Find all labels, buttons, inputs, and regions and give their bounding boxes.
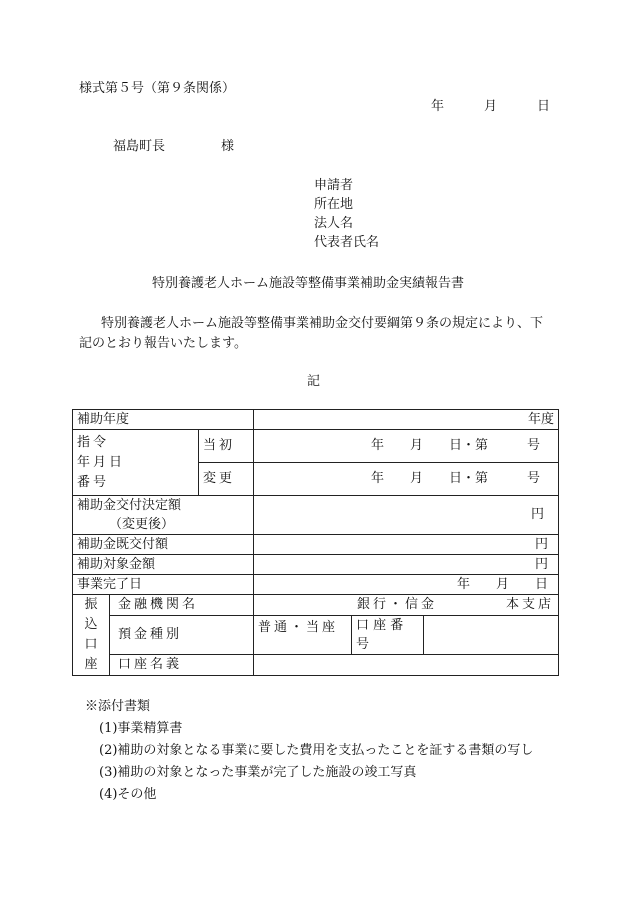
account-name-field[interactable]	[254, 655, 559, 676]
date-day-label: 日	[537, 99, 551, 114]
branch-text: 本支店	[506, 596, 555, 612]
transfer-label-char-2: 込	[84, 617, 98, 632]
account-number-label-line-1: 口 座 番	[356, 617, 404, 633]
target-amount-label: 補助対象金額	[73, 555, 254, 575]
deposit-type-field[interactable]: 普通・当座	[254, 615, 352, 655]
row-directive-initial	[73, 430, 559, 463]
grant-decision-label	[73, 496, 254, 535]
change-date-number-field[interactable]: 年 月 日・第 号	[254, 463, 559, 496]
attachment-item: (1)事業精算書	[99, 721, 183, 736]
ki-heading: 記	[307, 374, 321, 389]
already-paid-label: 補助金既交付額	[73, 535, 254, 555]
bank-type-text: 銀行・信金	[357, 596, 438, 612]
representative-name-label: 代表者氏名	[314, 235, 380, 250]
transfer-label-char-4: 座	[84, 657, 98, 672]
account-number-label	[352, 615, 424, 655]
bank-name-field[interactable]	[254, 595, 559, 616]
deposit-type-label: 預金種別	[110, 615, 254, 655]
attachments-section	[85, 696, 533, 806]
transfer-label-char-3: 口	[84, 637, 98, 652]
addressee: 福島町長	[113, 139, 166, 154]
initial-label: 当初	[199, 430, 254, 463]
bank-name-label: 金融機関名	[110, 595, 254, 616]
row-grant-decision	[73, 496, 559, 535]
attachment-item: (2)補助の対象となる事業に要した費用を支払ったことを証する書類の写し	[99, 743, 534, 758]
account-number-field[interactable]	[424, 615, 559, 655]
form-number: 様式第５号（第９条関係）	[79, 81, 236, 96]
initial-date-number-field[interactable]: 年 月 日・第 号	[254, 430, 559, 463]
change-label: 変更	[199, 463, 254, 496]
body-text-line-1: 特別養護老人ホーム施設等整備事業補助金交付要綱第９条の規定により、下	[101, 316, 544, 331]
attachment-item: (4)その他	[99, 787, 157, 802]
applicant-label: 申請者	[314, 178, 354, 193]
attachments-heading: ※添付書類	[85, 699, 151, 714]
completion-date-field[interactable]: 年 月 日	[254, 575, 559, 595]
directive-label-line-2: 年月日	[77, 455, 126, 470]
body-text-line-2: 記のとおり報告いたします。	[79, 336, 247, 351]
transfer-label-char-1: 振	[84, 597, 98, 612]
account-number-label-line-2: 号	[356, 636, 370, 652]
attachment-item: (3)補助の対象となった事業が完了した施設の竣工写真	[99, 765, 417, 780]
row-account-name	[73, 655, 559, 676]
directive-label-line-3: 番号	[77, 475, 110, 490]
date-year-label: 年	[431, 99, 445, 114]
report-form-table	[72, 409, 559, 676]
row-fiscal-year	[73, 410, 559, 430]
document-title: 特別養護老人ホーム施設等整備事業補助金実績報告書	[152, 276, 465, 291]
row-already-paid	[73, 535, 559, 555]
corporation-name-label: 法人名	[314, 216, 354, 231]
row-bank	[73, 595, 559, 616]
date-month-label: 月	[484, 99, 498, 114]
transfer-account-label	[73, 595, 110, 676]
already-paid-amount-field[interactable]: 円	[254, 535, 559, 555]
row-completion-date	[73, 575, 559, 595]
row-target-amount	[73, 555, 559, 575]
grant-decision-amount-field[interactable]: 円	[254, 496, 559, 535]
account-name-label: 口座名義	[110, 655, 254, 676]
fiscal-year-field[interactable]: 年度	[254, 410, 559, 430]
grant-decision-label-sub: （変更後）	[109, 517, 175, 532]
directive-label-line-1: 指令	[77, 435, 110, 450]
row-deposit	[73, 615, 559, 655]
address-label: 所在地	[314, 197, 354, 212]
honorific: 様	[221, 139, 235, 154]
directive-label	[73, 430, 199, 496]
grant-decision-label-main: 補助金交付決定額	[77, 498, 182, 513]
fiscal-year-label: 補助年度	[73, 410, 254, 430]
target-amount-field[interactable]: 円	[254, 555, 559, 575]
completion-date-label: 事業完了日	[73, 575, 254, 595]
